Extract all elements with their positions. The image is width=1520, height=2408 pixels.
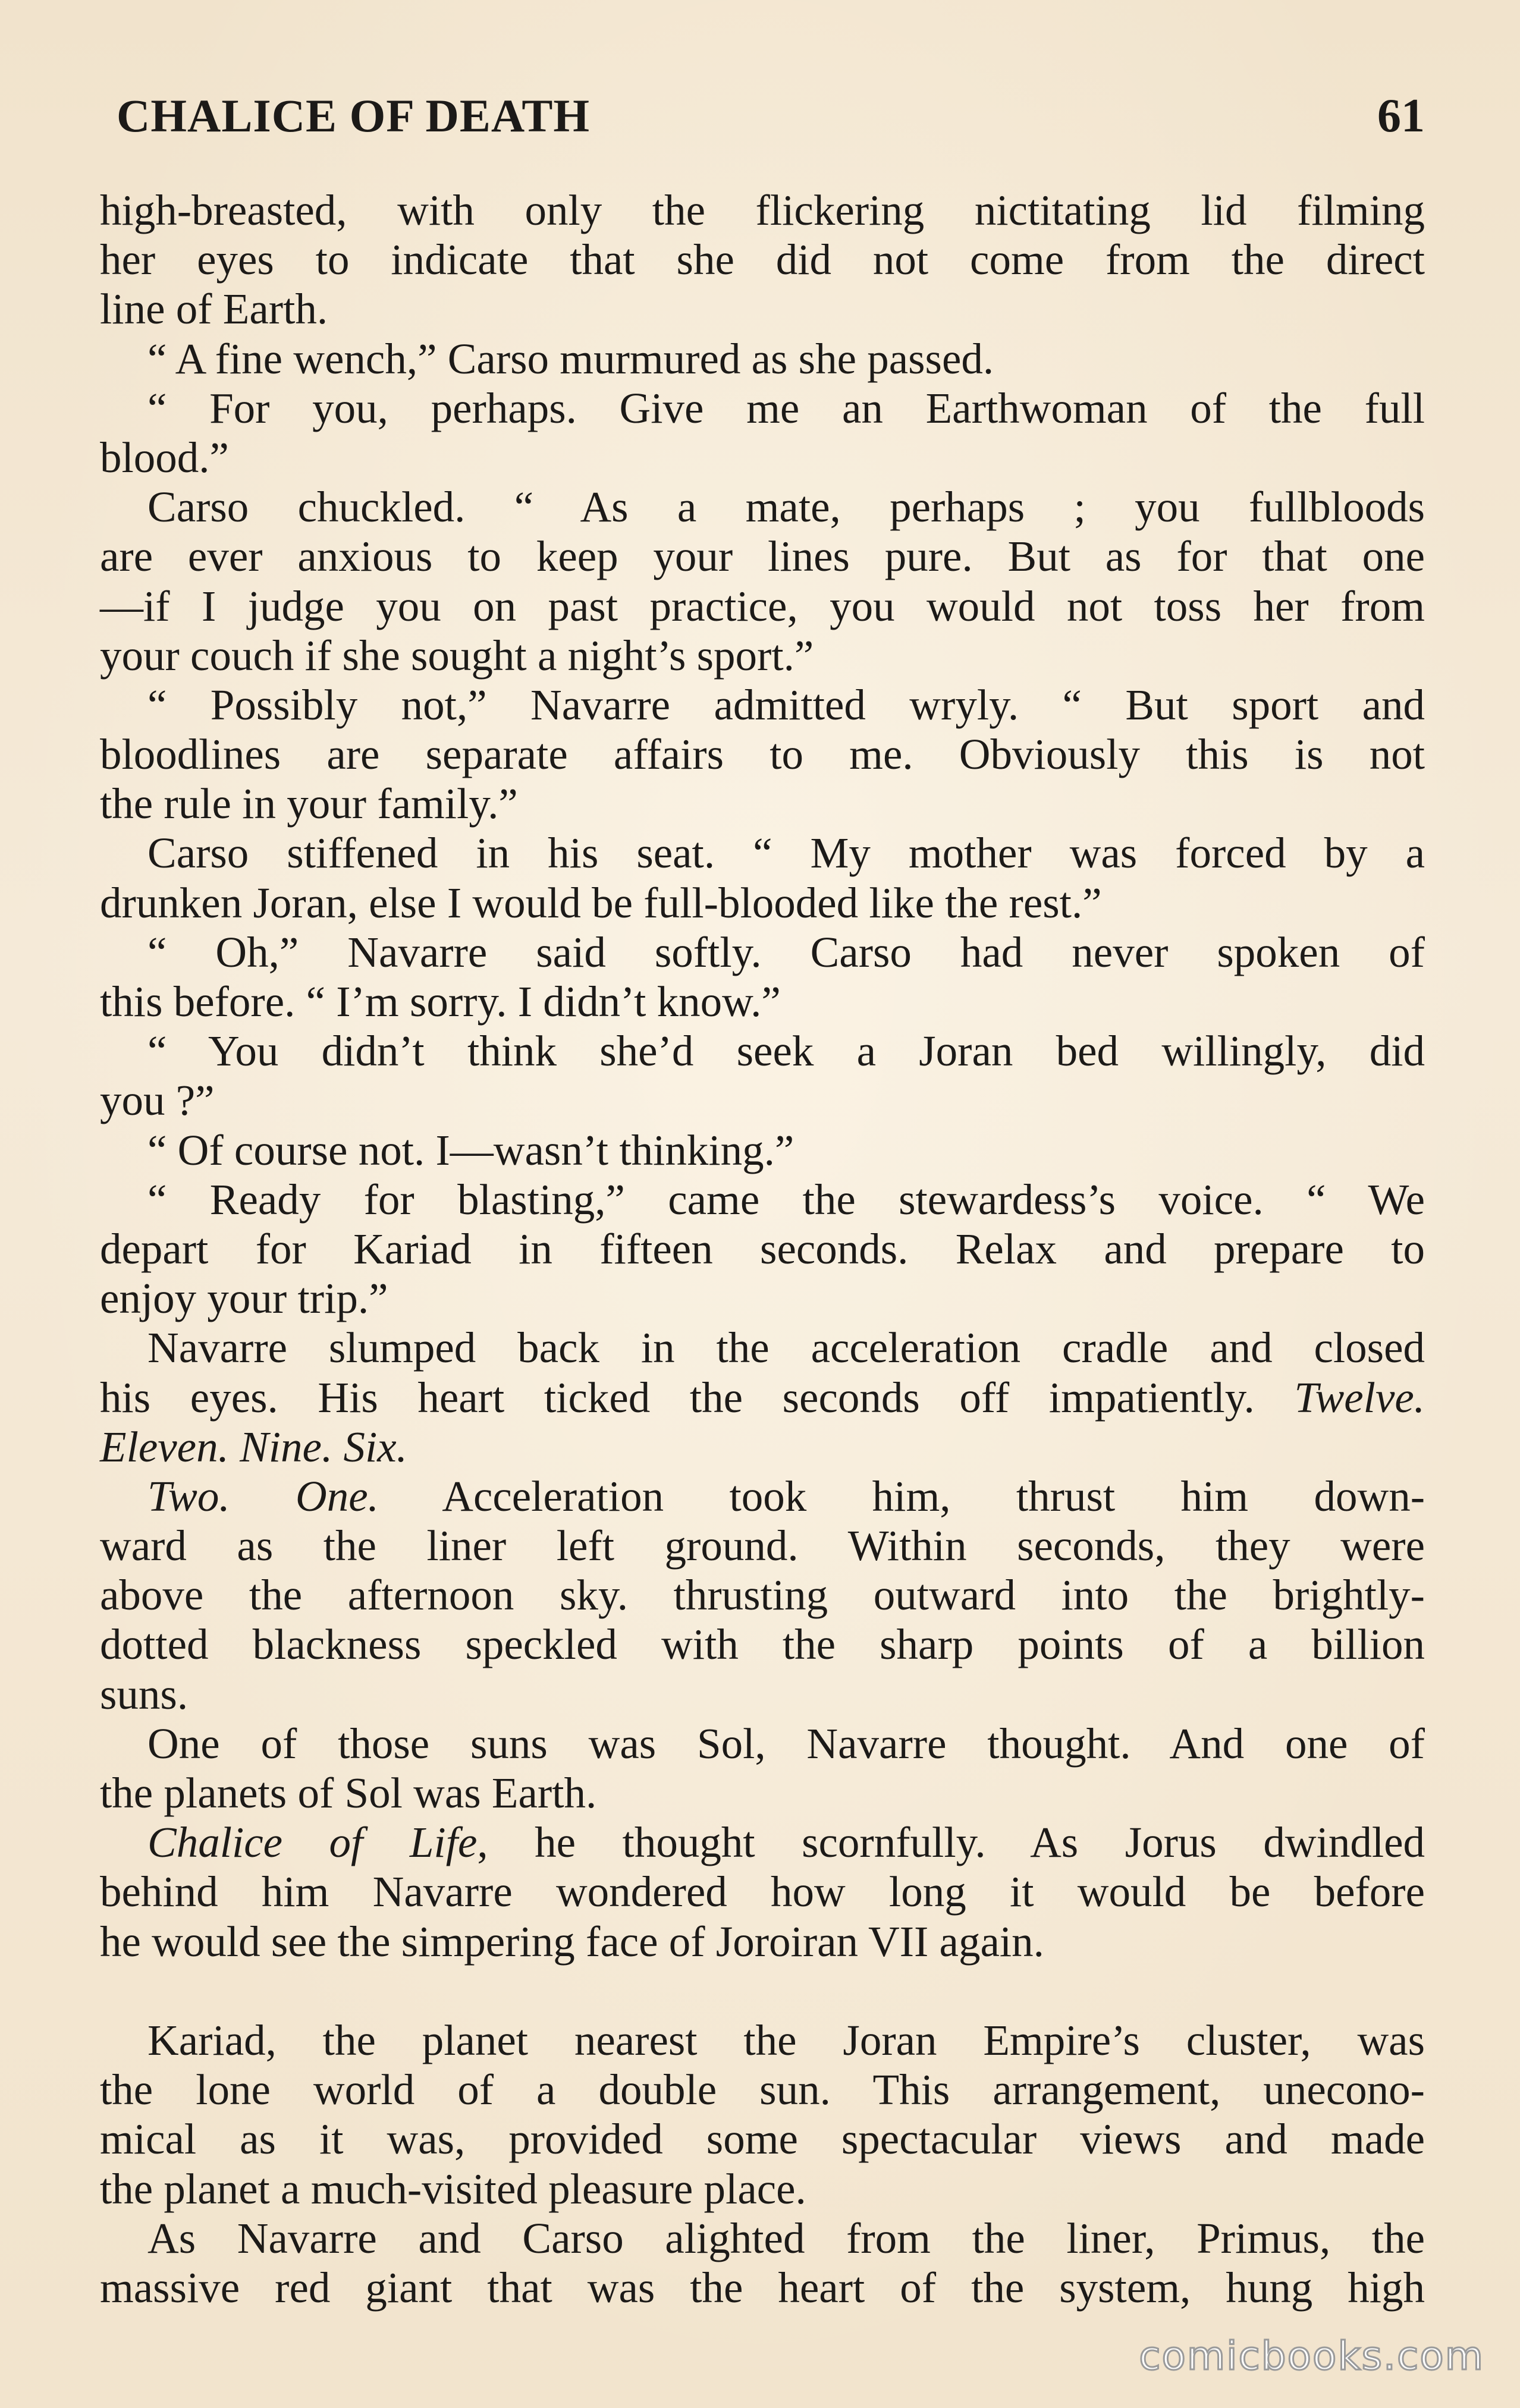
text-line: Two. One. Acceleration took him, thrust him down-: [147, 1472, 1425, 1520]
text-line: dotted blackness speckled with the sharp points of a billion: [100, 1620, 1425, 1669]
text-line: you ?”: [100, 1076, 215, 1125]
running-head: [117, 83, 1425, 149]
text-line: line of Earth.: [100, 285, 328, 334]
text-line: mical as it was, provided some spectacular views and made: [100, 2115, 1425, 2164]
text-line: Navarre slumped back in the acceleration cradle and closed: [147, 1324, 1425, 1372]
text-line: Kariad, the planet nearest the Joran Empire’s cluster, was: [147, 2016, 1425, 2064]
text-line: the lone world of a double sun. This arrangement, unecono-: [100, 2066, 1425, 2114]
text-line: —if I judge you on past practice, you would not toss her from: [100, 581, 1425, 630]
text-line: the rule in your family.”: [100, 779, 518, 828]
running-title: CHALICE OF DEATH: [117, 90, 591, 142]
text-line: One of those suns was Sol, Navarre thought. And one of: [147, 1719, 1425, 1768]
text-line: massive red giant that was the heart of the system, hung high: [100, 2263, 1425, 2312]
text-line: the planets of Sol was Earth.: [100, 1769, 597, 1817]
text-line: “ For you, perhaps. Give me an Earthwoman of the full: [147, 383, 1425, 432]
text-line: the planet a much-visited pleasure place.: [100, 2164, 806, 2213]
text-line: “ Of course not. I—wasn’t thinking.”: [147, 1126, 794, 1174]
text-line: Chalice of Life, he thought scornfully. As Jorus dwindled: [147, 1818, 1425, 1867]
text-line: drunken Joran, else I would be full-blooded like the rest.”: [100, 878, 1102, 927]
text-line: “ Ready for blasting,” came the stewardess’s voice. “ We: [147, 1175, 1425, 1224]
text-line: her eyes to indicate that she did not come from the direct: [100, 235, 1425, 284]
text-line: “ You didn’t think she’d seek a Joran bed willingly, did: [147, 1027, 1425, 1076]
text-line: behind him Navarre wondered how long it would be before: [100, 1868, 1425, 1916]
text-line: blood.”: [100, 433, 229, 482]
text-line: he would see the simpering face of Joroiran VII again.: [100, 1917, 1044, 1966]
text-line: suns.: [100, 1670, 189, 1718]
page-number: 61: [1377, 90, 1425, 142]
text-line: depart for Kariad in fifteen seconds. Relax and prepare to: [100, 1224, 1425, 1273]
text-line: are ever anxious to keep your lines pure. But as for that one: [100, 532, 1425, 581]
section-break: [100, 1966, 1425, 2016]
text-line: “ Oh,” Navarre said softly. Carso had never spoken of: [147, 928, 1425, 976]
text-line: his eyes. His heart ticked the seconds off impatiently. Twelve.: [100, 1373, 1425, 1422]
text-line: Carso chuckled. “ As a mate, perhaps ; you fullbloods: [147, 483, 1425, 532]
text-line: high-breasted, with only the flickering nictitating lid filming: [100, 186, 1425, 234]
text-line: Carso stiffened in his seat. “ My mother was forced by a: [147, 829, 1425, 878]
text-line: “ A fine wench,” Carso murmured as she passed.: [147, 334, 994, 383]
text-line: your couch if she sought a night’s sport.”: [100, 631, 814, 680]
text-line: Eleven. Nine. Six.: [100, 1422, 407, 1471]
text-line: enjoy your trip.”: [100, 1274, 388, 1323]
text-line: ward as the liner left ground. Within seconds, they were: [100, 1521, 1425, 1570]
body-text: [100, 186, 1425, 2312]
text-line: As Navarre and Carso alighted from the liner, Primus, the: [147, 2214, 1425, 2262]
watermark-logo: comicbooks.com: [1139, 2333, 1484, 2379]
text-line: “ Possibly not,” Navarre admitted wryly. “ But sport and: [147, 680, 1425, 729]
text-line: bloodlines are separate affairs to me. Obviously this is not: [100, 730, 1425, 779]
text-line: above the afternoon sky. thrusting outward into the brightly-: [100, 1571, 1425, 1620]
text-line: this before. “ I’m sorry. I didn’t know.”: [100, 977, 781, 1026]
